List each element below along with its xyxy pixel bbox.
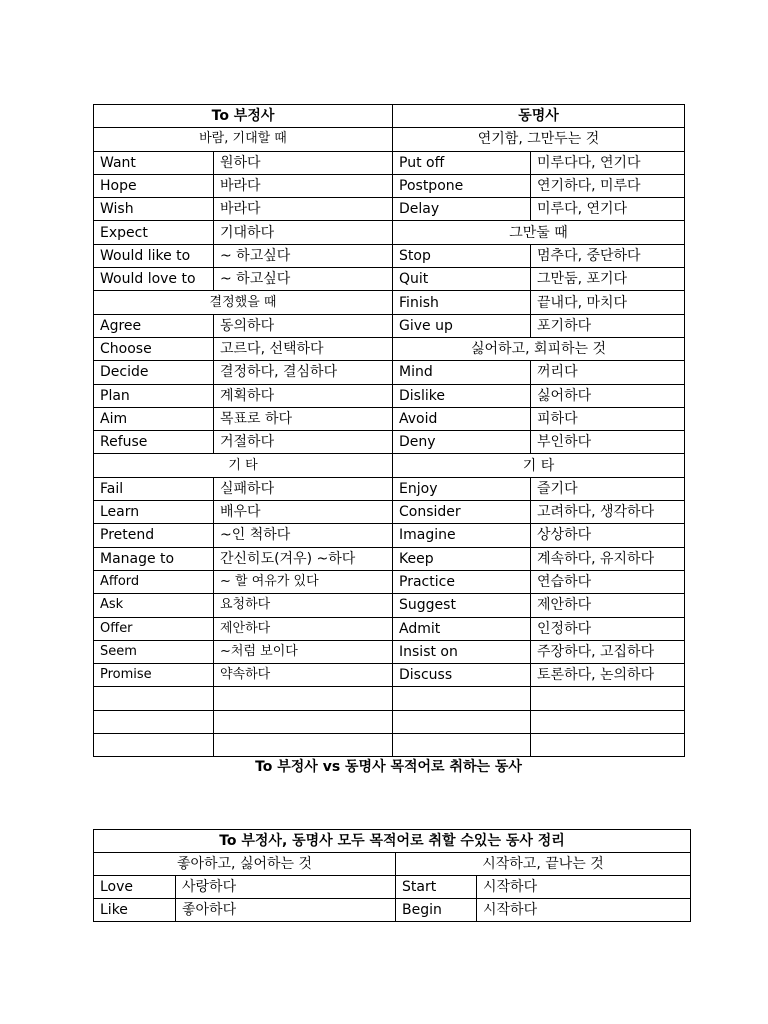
- gerund-category: 싫어하고, 회피하는 것: [393, 337, 685, 360]
- verb-cell: Avoid: [393, 407, 531, 430]
- meaning-cell: 약속하다: [214, 664, 393, 687]
- subheader-row: [94, 853, 691, 876]
- meaning-cell: 피하다: [531, 407, 685, 430]
- meaning-cell: 연기하다, 미루다: [531, 174, 685, 197]
- verb-cell: Suggest: [393, 594, 531, 617]
- verb-cell: Dislike: [393, 384, 531, 407]
- verb-cell: Ask: [94, 594, 214, 617]
- verb-cell: Would like to: [94, 244, 214, 267]
- table-row: [94, 734, 685, 757]
- verb-cell: Hope: [94, 174, 214, 197]
- meaning-cell: [531, 734, 685, 757]
- verb-cell: [393, 734, 531, 757]
- both-forms-table: [93, 829, 691, 922]
- table-row: [94, 151, 685, 174]
- to-infinitive-category: 바람, 기대할 때: [94, 128, 393, 151]
- verb-cell: Want: [94, 151, 214, 174]
- gerund-category: 연기함, 그만두는 것: [393, 128, 685, 151]
- verb-cell: Start: [396, 876, 477, 899]
- verb-cell: Decide: [94, 361, 214, 384]
- meaning-cell: ~ 하고싶다: [214, 268, 393, 291]
- table-row: [94, 314, 685, 337]
- table-row: [94, 361, 685, 384]
- verb-cell: Pretend: [94, 524, 214, 547]
- meaning-cell: 주장하다, 고집하다: [531, 640, 685, 663]
- meaning-cell: [214, 687, 393, 710]
- verb-cell: Delay: [393, 198, 531, 221]
- table-row: [94, 477, 685, 500]
- table-row: [94, 244, 685, 267]
- table-row: [94, 198, 685, 221]
- table-row: [94, 594, 685, 617]
- table-row: [94, 710, 685, 733]
- verb-cell: Stop: [393, 244, 531, 267]
- meaning-cell: ~인 척하다: [214, 524, 393, 547]
- table-row: [94, 337, 685, 360]
- header-row: [94, 830, 691, 853]
- verb-cell: Agree: [94, 314, 214, 337]
- meaning-cell: 간신히도(겨우) ~하다: [214, 547, 393, 570]
- meaning-cell: 그만둠, 포기다: [531, 268, 685, 291]
- verb-cell: Insist on: [393, 640, 531, 663]
- verb-cell: Like: [94, 899, 176, 922]
- verb-cell: Fail: [94, 477, 214, 500]
- meaning-cell: 끝내다, 마치다: [531, 291, 685, 314]
- gerund-category: 기 타: [393, 454, 685, 477]
- meaning-cell: ~처럼 보이다: [214, 640, 393, 663]
- meaning-cell: 바라다: [214, 198, 393, 221]
- subheader-row: [94, 128, 685, 151]
- table-caption: To 부정사 vs 동명사 목적어로 취하는 동사: [255, 759, 522, 775]
- verb-cell: Postpone: [393, 174, 531, 197]
- verb-cell: Admit: [393, 617, 531, 640]
- both-forms-header: To 부정사, 동명사 모두 목적어로 취할 수있는 동사 정리: [94, 830, 691, 853]
- verb-cell: Put off: [393, 151, 531, 174]
- verb-cell: Discuss: [393, 664, 531, 687]
- meaning-cell: 고려하다, 생각하다: [531, 501, 685, 524]
- verb-cell: Choose: [94, 337, 214, 360]
- meaning-cell: 멈추다, 중단하다: [531, 244, 685, 267]
- meaning-cell: 상상하다: [531, 524, 685, 547]
- table-row: [94, 268, 685, 291]
- verb-cell: Give up: [393, 314, 531, 337]
- verb-cell: Wish: [94, 198, 214, 221]
- table-row: [94, 174, 685, 197]
- verb-cell: Seem: [94, 640, 214, 663]
- meaning-cell: 고르다, 선택하다: [214, 337, 393, 360]
- verb-cell: Quit: [393, 268, 531, 291]
- table-row: [94, 221, 685, 244]
- table-row: [94, 547, 685, 570]
- verb-cell: Would love to: [94, 268, 214, 291]
- table-row: [94, 524, 685, 547]
- verb-cell: Keep: [393, 547, 531, 570]
- verb-cell: Deny: [393, 431, 531, 454]
- table-row: [94, 431, 685, 454]
- start-end-subheader: 시작하고, 끝나는 것: [396, 853, 691, 876]
- meaning-cell: 실패하다: [214, 477, 393, 500]
- verb-cell: [393, 710, 531, 733]
- meaning-cell: 미루다, 연기다: [531, 198, 685, 221]
- verb-cell: Plan: [94, 384, 214, 407]
- to-infinitive-vs-gerund-table: [93, 104, 685, 757]
- meaning-cell: 즐기다: [531, 477, 685, 500]
- meaning-cell: ~ 하고싶다: [214, 244, 393, 267]
- meaning-cell: 꺼리다: [531, 361, 685, 384]
- verb-cell: Finish: [393, 291, 531, 314]
- verb-cell: Practice: [393, 570, 531, 593]
- table-row: [94, 407, 685, 430]
- table-body: [94, 105, 685, 757]
- meaning-cell: 제안하다: [214, 617, 393, 640]
- meaning-cell: 시작하다: [477, 899, 691, 922]
- to-infinitive-header: To 부정사: [94, 105, 393, 128]
- meaning-cell: 원하다: [214, 151, 393, 174]
- table-row: [94, 291, 685, 314]
- verb-cell: [94, 687, 214, 710]
- meaning-cell: 사랑하다: [176, 876, 396, 899]
- meaning-cell: 거절하다: [214, 431, 393, 454]
- verb-cell: Manage to: [94, 547, 214, 570]
- verb-cell: Refuse: [94, 431, 214, 454]
- table-row: [94, 687, 685, 710]
- meaning-cell: 결정하다, 결심하다: [214, 361, 393, 384]
- verb-cell: Imagine: [393, 524, 531, 547]
- meaning-cell: 미루다다, 연기다: [531, 151, 685, 174]
- meaning-cell: 요청하다: [214, 594, 393, 617]
- meaning-cell: 기대하다: [214, 221, 393, 244]
- subheader-row: [94, 454, 685, 477]
- verb-cell: Enjoy: [393, 477, 531, 500]
- meaning-cell: 동의하다: [214, 314, 393, 337]
- meaning-cell: 부인하다: [531, 431, 685, 454]
- to-infinitive-category: 결정했을 때: [94, 291, 393, 314]
- table-row: [94, 876, 691, 899]
- meaning-cell: 토론하다, 논의하다: [531, 664, 685, 687]
- gerund-header: 동명사: [393, 105, 685, 128]
- table-row: [94, 664, 685, 687]
- table-row: [94, 640, 685, 663]
- meaning-cell: [214, 710, 393, 733]
- meaning-cell: 목표로 하다: [214, 407, 393, 430]
- verb-cell: [94, 710, 214, 733]
- meaning-cell: 제안하다: [531, 594, 685, 617]
- meaning-cell: 시작하다: [477, 876, 691, 899]
- verb-cell: [94, 734, 214, 757]
- to-infinitive-category: 기 타: [94, 454, 393, 477]
- verb-cell: Love: [94, 876, 176, 899]
- verb-cell: Promise: [94, 664, 214, 687]
- meaning-cell: 연습하다: [531, 570, 685, 593]
- meaning-cell: 계획하다: [214, 384, 393, 407]
- meaning-cell: [531, 710, 685, 733]
- meaning-cell: 배우다: [214, 501, 393, 524]
- likes-dislikes-subheader: 좋아하고, 싫어하는 것: [94, 853, 396, 876]
- verb-cell: Aim: [94, 407, 214, 430]
- verb-cell: Consider: [393, 501, 531, 524]
- verb-cell: Afford: [94, 570, 214, 593]
- meaning-cell: 싫어하다: [531, 384, 685, 407]
- verb-cell: Learn: [94, 501, 214, 524]
- meaning-cell: ~ 할 여유가 있다: [214, 570, 393, 593]
- verb-cell: [393, 687, 531, 710]
- meaning-cell: 포기하다: [531, 314, 685, 337]
- meaning-cell: 바라다: [214, 174, 393, 197]
- gerund-category: 그만둘 때: [393, 221, 685, 244]
- table-body: [94, 830, 691, 922]
- table-row: [94, 617, 685, 640]
- verb-cell: Begin: [396, 899, 477, 922]
- table-row: [94, 384, 685, 407]
- table-row: [94, 899, 691, 922]
- header-row: [94, 105, 685, 128]
- table-row: [94, 501, 685, 524]
- verb-cell: Offer: [94, 617, 214, 640]
- verb-cell: Mind: [393, 361, 531, 384]
- table-row: [94, 570, 685, 593]
- meaning-cell: 좋아하다: [176, 899, 396, 922]
- meaning-cell: 계속하다, 유지하다: [531, 547, 685, 570]
- meaning-cell: 인정하다: [531, 617, 685, 640]
- verb-cell: Expect: [94, 221, 214, 244]
- meaning-cell: [214, 734, 393, 757]
- meaning-cell: [531, 687, 685, 710]
